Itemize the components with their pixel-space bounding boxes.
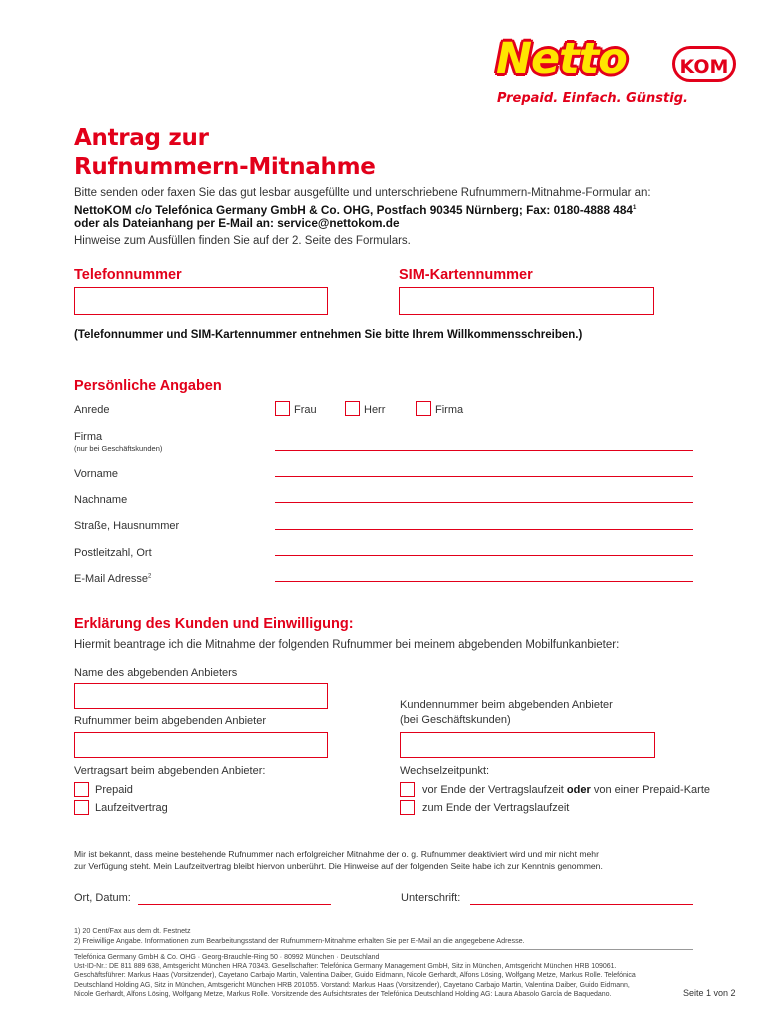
footnote-1: 1) 20 Cent/Fax aus dem dt. Festnetz	[74, 926, 191, 935]
email-field[interactable]	[275, 581, 693, 582]
switch-end-label: zum Ende der Vertragslaufzeit	[422, 802, 570, 814]
legal-line-4: Deutschland Holding AG, Sitz in München, Amtsgericht München HRB 201055. Vorstand: Markus Haas (Vorsitzender), Cayetano Carbajo Martin, Valentina Daiber, Guido Eidmann,	[74, 981, 630, 989]
contract-label: Laufzeitvertrag	[95, 802, 168, 814]
firstname-field[interactable]	[275, 476, 693, 477]
salutation-firma-label: Firma	[435, 404, 464, 416]
signature-label: Unterschrift:	[401, 892, 461, 904]
place-date-label: Ort, Datum:	[74, 892, 131, 904]
customer-number-label: Kundennummer beim abgebenden Anbieter	[400, 699, 613, 711]
firstname-label: Vorname	[74, 468, 119, 480]
company-field[interactable]	[275, 450, 693, 451]
intro-address-text: NettoKOM c/o Telefónica Germany GmbH & Co. OHG, Postfach 90345 Nürnberg; Fax: 0180-4888 484	[74, 202, 633, 217]
switch-or-text: oder	[566, 784, 591, 796]
switch-before-end-checkbox[interactable]	[400, 782, 415, 797]
switch-end-checkbox[interactable]	[400, 800, 415, 815]
footnote-ref-2: 2	[147, 573, 152, 580]
declaration-text: Hiermit beantrage ich die Mitnahme der folgenden Rufnummer bei meinem abgebenden Mobilfunkanbieter:	[74, 639, 620, 651]
lastname-label: Nachname	[74, 494, 128, 506]
salutation-firma-checkbox[interactable]	[416, 401, 431, 416]
switch-before-end-label	[422, 784, 710, 796]
provider-number-label: Rufnummer beim abgebenden Anbieter	[74, 715, 267, 727]
company-label: Firma	[74, 431, 103, 443]
legal-line-3: Geschäftsführer: Markus Haas (Vorsitzender), Cayetano Carbajo Martin, Valentina Daiber, Guido Eidmann, Nicole Gerhardt, Alfons Lösing, Wolfgang Metze, Markus Rolle. Telefónica	[74, 972, 636, 980]
zip-city-label: Postleitzahl, Ort	[74, 547, 152, 559]
company-note: (nur bei Geschäftskunden)	[74, 444, 163, 453]
prepaid-checkbox[interactable]	[74, 782, 89, 797]
phone-label: Telefonnummer	[74, 267, 182, 283]
salutation-herr-label: Herr	[364, 404, 386, 416]
logo-kom-bubble: KOM	[672, 46, 736, 82]
logo-netto: Netto	[496, 34, 627, 84]
switch-before-end-text-c: von einer Prepaid-Karte	[590, 784, 710, 796]
lastname-field[interactable]	[275, 502, 693, 503]
intro-email: oder als Dateianhang per E-Mail an: service@nettokom.de	[74, 216, 400, 230]
salutation-label: Anrede	[74, 404, 110, 416]
street-field[interactable]	[275, 529, 693, 530]
salutation-frau-checkbox[interactable]	[275, 401, 290, 416]
switch-time-label: Wechselzeitpunkt:	[400, 765, 490, 777]
customer-number-input[interactable]	[400, 732, 655, 758]
provider-number-input[interactable]	[74, 732, 328, 758]
footnote-2: 2) Freiwillige Angabe. Informationen zum Bearbeitungsstand der Rufnummern-Mitnahme erhalten Sie per E-Mail an die angegebene Adresse.	[74, 935, 525, 945]
email-label	[74, 573, 151, 585]
prepaid-label: Prepaid	[95, 784, 133, 796]
provider-name-label: Name des abgebenden Anbieters	[74, 667, 238, 679]
legal-line-1: Telefónica Germany GmbH & Co. OHG · Georg-Brauchle-Ring 50 · 80992 München · Deutschland	[74, 954, 380, 961]
declaration-heading: Erklärung des Kunden und Einwilligung:	[74, 616, 354, 632]
sim-label: SIM-Kartennummer	[399, 267, 533, 283]
sim-input[interactable]	[399, 287, 654, 315]
legal-line-5: Nicole Gerhardt, Alfons Lösing, Wolfgang Metze, Markus Rolle. Vorsitzende des Aufsichtsrates der Telefónica Deutschland Holding AG: Laura Abasolo García de Baquedano.	[74, 990, 612, 998]
footer-divider	[74, 949, 693, 950]
footnotes	[74, 926, 525, 945]
phone-input[interactable]	[74, 287, 328, 315]
phone-sim-note: (Telefonnummer und SIM-Kartennummer entnehmen Sie bitte Ihrem Willkommensschreiben.)	[74, 329, 583, 341]
legal-line-2: Ust-ID-Nr.: DE 811 889 638, Amtsgericht München HRA 70343. Gesellschafter: Telefónica Germany Management GmbH, Sitz in München, Amtsgericht München HRB 109061.	[74, 963, 617, 971]
zip-city-field[interactable]	[275, 555, 693, 556]
notice-line-2: zur Verfügung steht. Mein Laufzeitvertrag bleibt hiervon unberührt. Die Hinweise auf der folgenden Seite habe ich zur Kenntnis genommen.	[74, 860, 603, 871]
salutation-herr-checkbox[interactable]	[345, 401, 360, 416]
personal-heading: Persönliche Angaben	[74, 378, 222, 394]
customer-number-note: (bei Geschäftskunden)	[400, 714, 511, 726]
intro-hint: Hinweise zum Ausfüllen finden Sie auf der 2. Seite des Formulars.	[74, 235, 411, 247]
notice-line-1: Mir ist bekannt, dass meine bestehende Rufnummer nach erfolgreicher Mitnahme der o. g. Rufnummer deaktiviert wird und mir nicht mehr	[74, 849, 599, 859]
contract-type-label: Vertragsart beim abgebenden Anbieter:	[74, 765, 266, 777]
title-line-1: Antrag zur	[74, 125, 209, 151]
intro-text: Bitte senden oder faxen Sie das gut lesbar ausgefüllte und unterschriebene Rufnummern-Mitnahme-Formular an:	[74, 187, 651, 199]
switch-before-end-text-a: vor Ende der Vertragslaufzeit	[422, 784, 567, 796]
street-label: Straße, Hausnummer	[74, 520, 180, 532]
footnote-ref-1: 1	[633, 205, 637, 211]
title-line-2: Rufnummern-Mitnahme	[74, 154, 376, 180]
page-number: Seite 1 von 2	[683, 988, 736, 998]
contract-checkbox[interactable]	[74, 800, 89, 815]
signature-field[interactable]	[470, 904, 693, 905]
provider-name-input[interactable]	[74, 683, 328, 709]
salutation-frau-label: Frau	[294, 404, 317, 416]
place-date-field[interactable]	[138, 904, 331, 905]
legal-info	[74, 953, 694, 999]
logo-tagline: Prepaid. Einfach. Günstig.	[497, 91, 688, 106]
notice-text	[74, 849, 603, 872]
page-title	[74, 124, 376, 182]
email-label-text: E-Mail Adresse	[74, 573, 148, 585]
